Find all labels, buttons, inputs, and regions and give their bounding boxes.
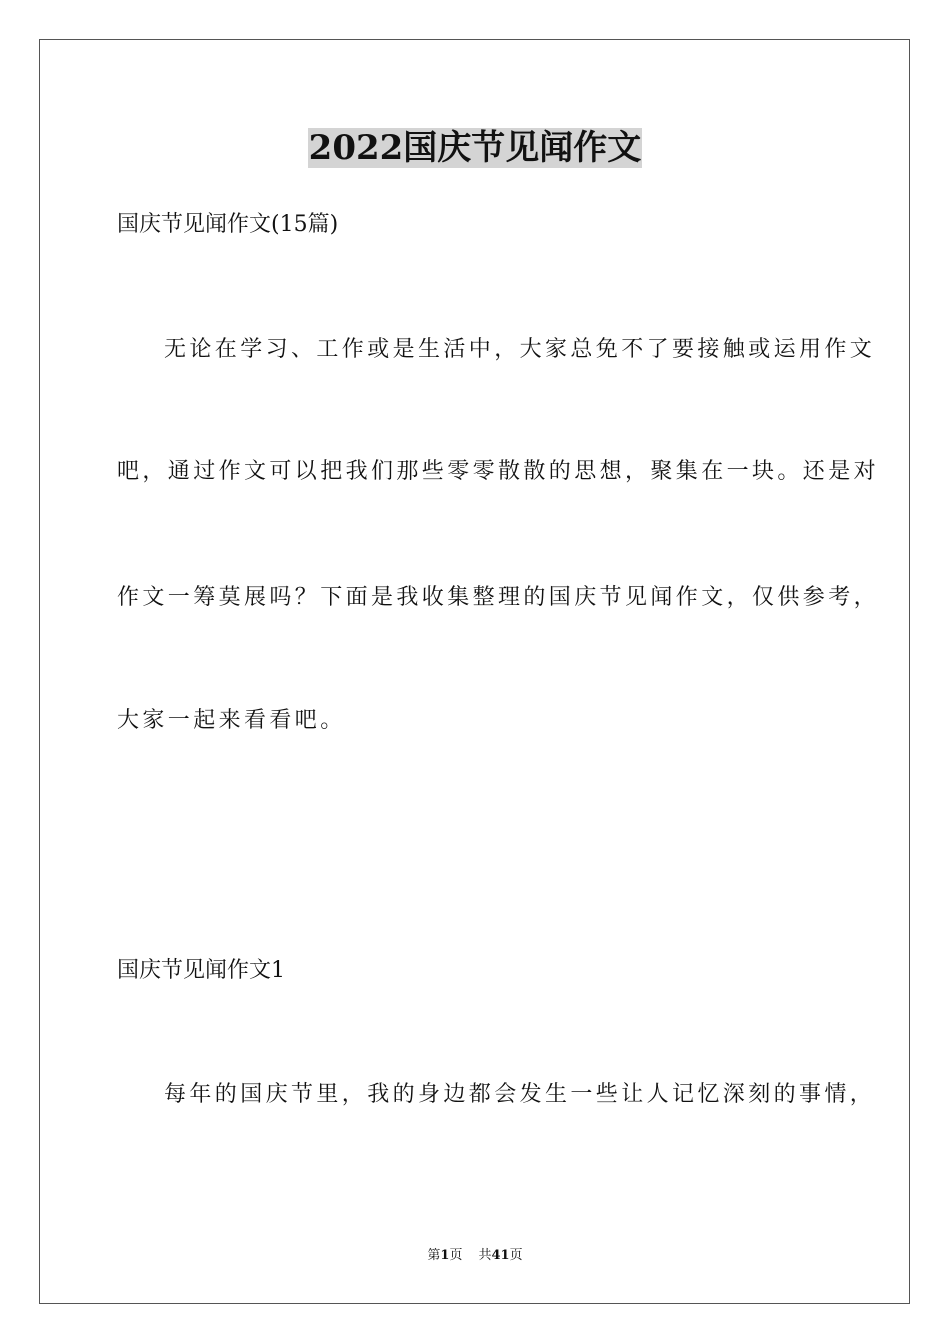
section-heading: 国庆节见闻作文1 <box>117 958 285 983</box>
footer-total-suffix: 页 <box>509 1248 523 1263</box>
intro-line-1: 无论在学习、工作或是生活中，大家总免不了要接触或运用作文 <box>164 337 876 362</box>
footer-page-number: 1 <box>440 1248 450 1263</box>
document-subtitle: 国庆节见闻作文(15篇) <box>117 212 339 237</box>
intro-line-2: 吧，通过作文可以把我们那些零零散散的思想，聚集在一块。还是对 <box>117 459 880 484</box>
intro-line-3: 作文一筹莫展吗？下面是我收集整理的国庆节见闻作文，仅供参考， <box>117 585 880 610</box>
document-title-text: 2022国庆节见闻作文 <box>308 128 642 168</box>
footer-page-suffix: 页 <box>449 1248 463 1263</box>
page-footer <box>0 1247 950 1265</box>
document-title <box>0 126 950 170</box>
footer-total-pages: 41 <box>491 1248 510 1263</box>
section-line-1: 每年的国庆节里，我的身边都会发生一些让人记忆深刻的事情， <box>164 1082 876 1107</box>
footer-total-prefix: 共 <box>478 1248 492 1263</box>
footer-page-prefix: 第 <box>427 1248 441 1263</box>
intro-line-4: 大家一起来看看吧。 <box>117 708 346 733</box>
